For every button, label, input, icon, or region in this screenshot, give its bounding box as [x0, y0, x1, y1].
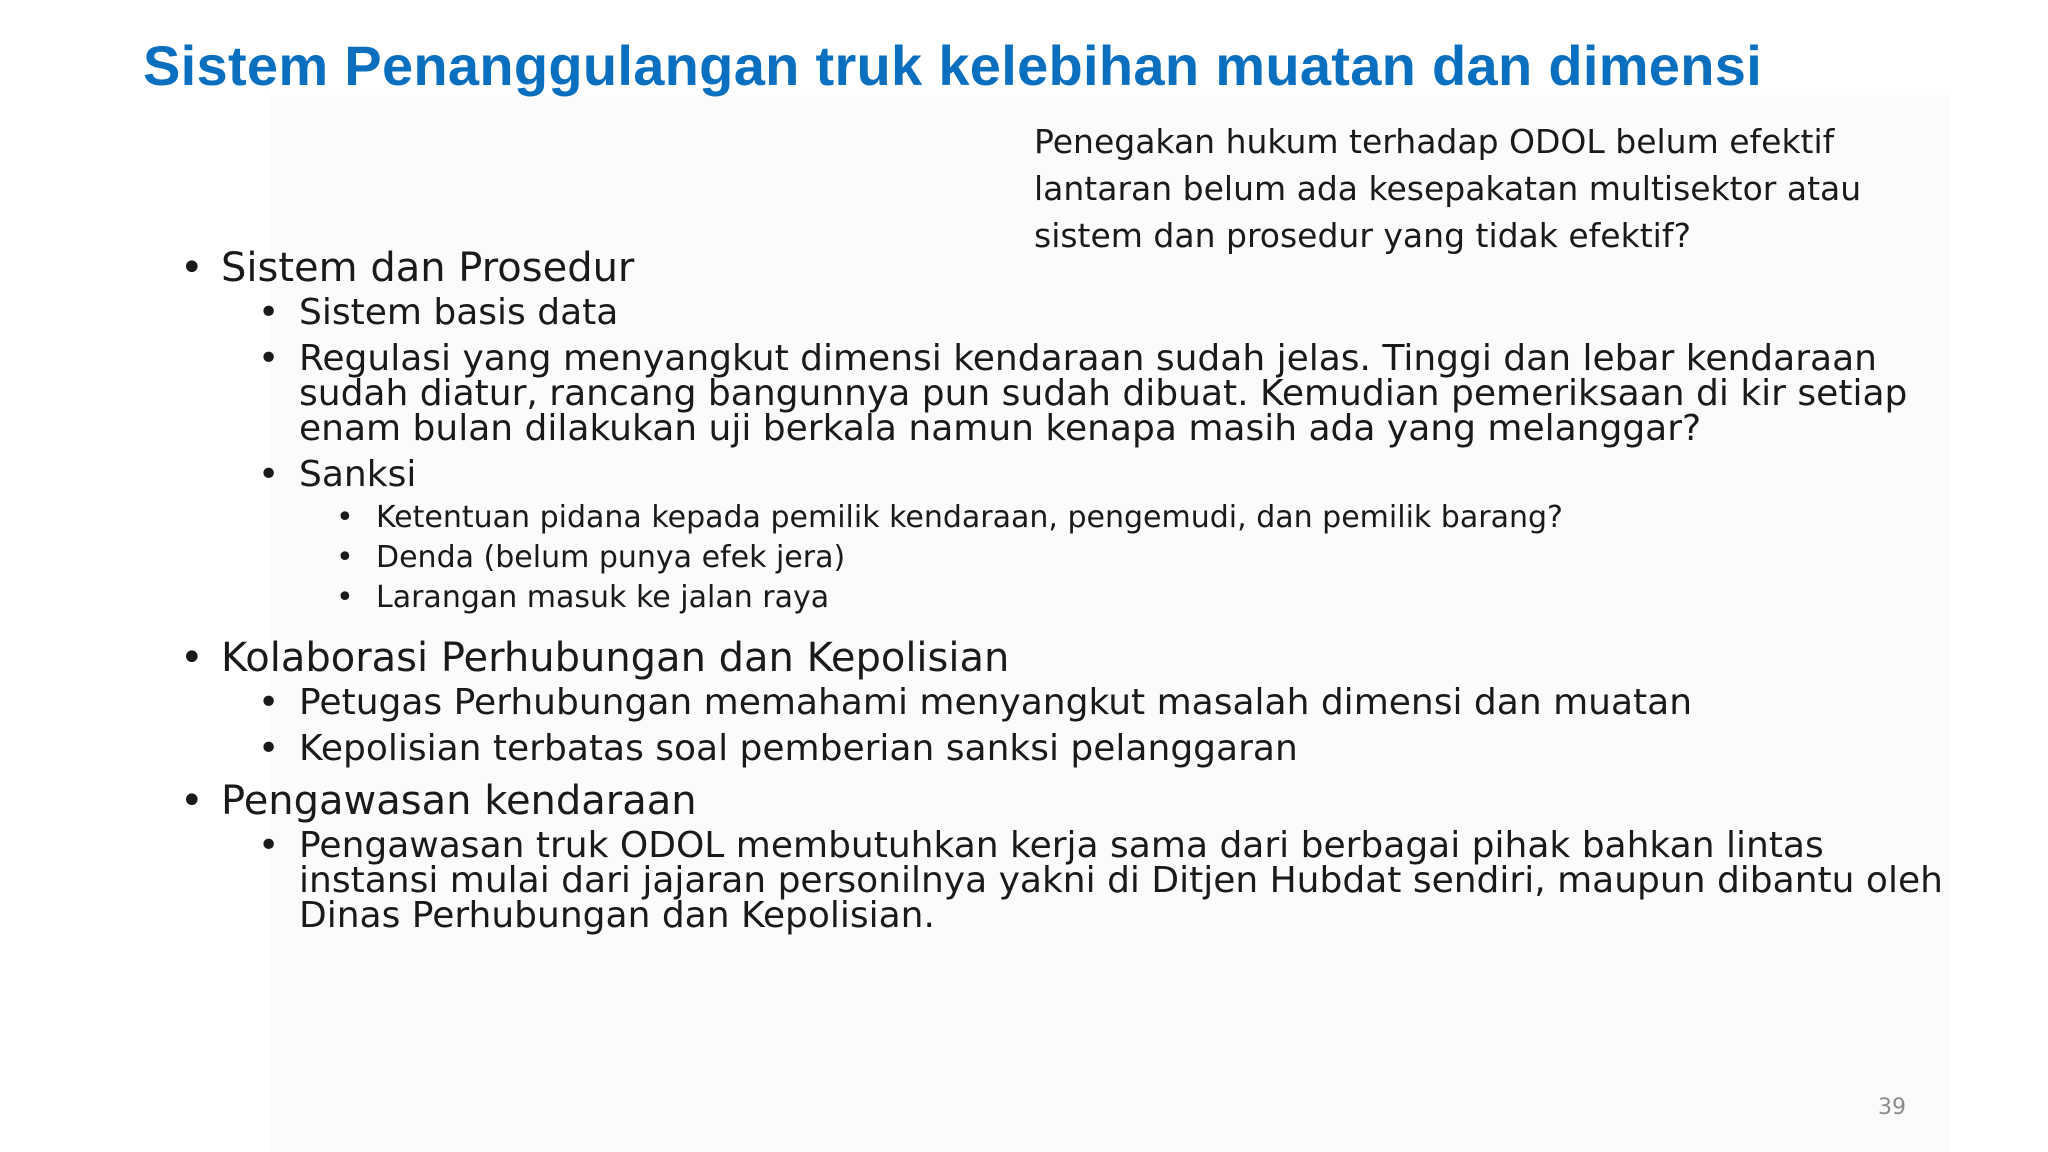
bullet-icon: •: [336, 500, 354, 535]
section-pengawasan: [180, 774, 1970, 936]
section-sistem-prosedur: [180, 241, 1970, 618]
list-item-text: Regulasi yang menyangkut dimensi kendaraan sudah jelas. Tinggi dan lebar kendaraan sudah diatur, rancang bangunnya pun sudah dibuat. Kemudian pemeriksaan di kir setiap enam bulan dilakukan uji berkala namun kenapa masih ada yang melanggar?: [299, 338, 1908, 449]
section-heading: Sistem dan Prosedur: [221, 245, 635, 291]
bullet-outline: [180, 241, 1970, 936]
list-item: [258, 825, 1970, 936]
list-item-text: Larangan masuk ke jalan raya: [376, 580, 830, 615]
bullet-icon: •: [258, 728, 280, 769]
list-item: [258, 728, 1970, 769]
bullet-icon: •: [258, 338, 280, 379]
list-item-text: Denda (belum punya efek jera): [376, 540, 846, 575]
bullet-icon: •: [180, 245, 204, 291]
callout-note: Penegakan hukum terhadap ODOL belum efektif lantaran belum ada kesepakatan multisektor atau sistem dan prosedur yang tidak efektif?: [1034, 122, 1862, 255]
section-heading: Kolaborasi Perhubungan dan Kepolisian: [221, 635, 1010, 681]
bullet-icon: •: [336, 580, 354, 615]
list-item: [258, 292, 1970, 333]
bullet-icon: •: [258, 825, 280, 866]
bullet-icon: •: [180, 635, 204, 681]
bullet-icon: •: [258, 292, 280, 333]
bullet-icon: •: [336, 540, 354, 575]
list-item: [336, 538, 1970, 578]
bullet-icon: •: [258, 454, 280, 495]
list-item-text: Ketentuan pidana kepada pemilik kendaraan, pengemudi, dan pemilik barang?: [376, 500, 1563, 535]
list-item: [258, 682, 1970, 723]
list-item: [336, 578, 1970, 618]
list-item: [258, 454, 1970, 618]
bullet-icon: •: [258, 682, 280, 723]
list-item-text: Pengawasan truk ODOL membutuhkan kerja sama dari berbagai pihak bahkan lintas instansi mulai dari jajaran personilnya yakni di Ditjen Hubdat sendiri, maupun dibantu oleh Dinas Perhubungan dan Kepolisian.: [299, 825, 1943, 936]
slide-title: Sistem Penanggulangan truk kelebihan muatan dan dimensi: [143, 34, 1763, 97]
sub-list: [258, 292, 1970, 618]
list-item: [336, 498, 1970, 538]
section-kolaborasi: [180, 631, 1970, 769]
list-item-text: Sistem basis data: [299, 292, 619, 333]
section-heading: Pengawasan kendaraan: [221, 778, 697, 824]
sub-list: [258, 682, 1970, 769]
page-number: 39: [1878, 1095, 1906, 1120]
sub-sub-list: [336, 498, 1970, 618]
list-item-text: Sanksi: [299, 454, 417, 495]
bullet-icon: •: [180, 778, 204, 824]
list-item: [258, 338, 1970, 449]
list-item-text: Kepolisian terbatas soal pemberian sanksi pelanggaran: [299, 728, 1298, 769]
list-item-text: Petugas Perhubungan memahami menyangkut masalah dimensi dan muatan: [299, 682, 1693, 723]
sub-list: [258, 825, 1970, 936]
